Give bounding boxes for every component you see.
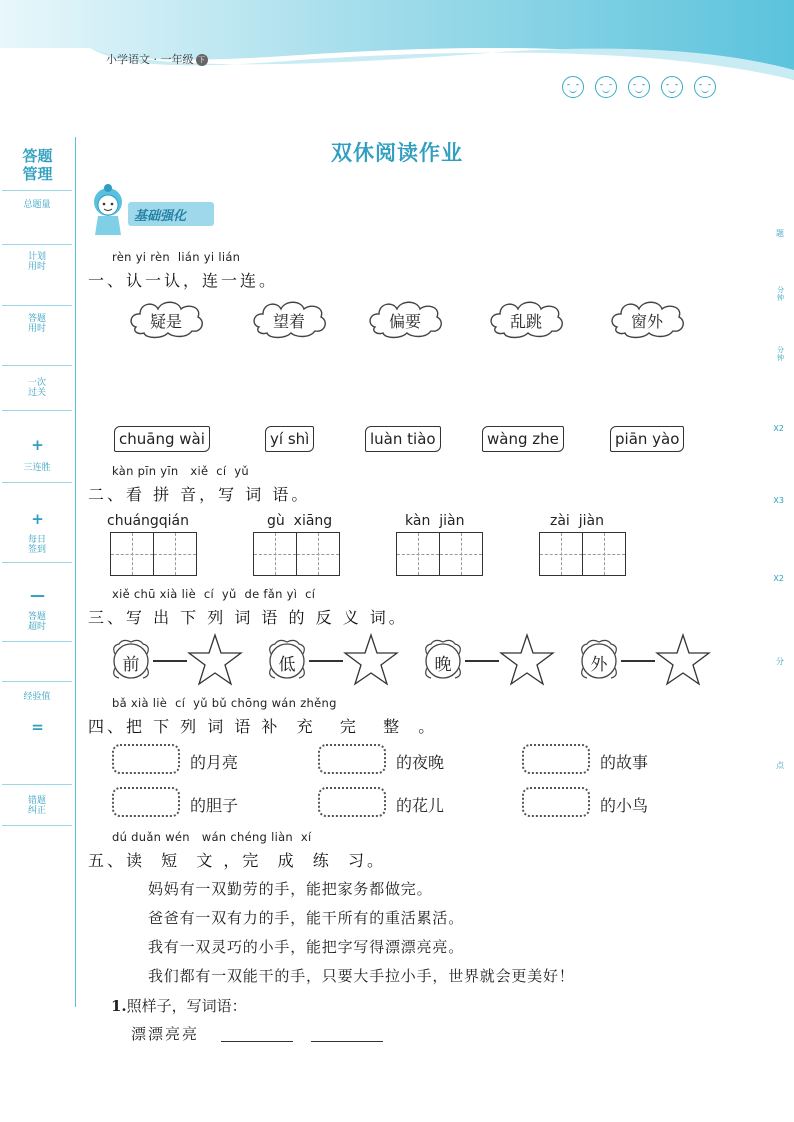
smiley-icon <box>628 76 650 98</box>
pinyin-prompt: kàn jiàn <box>405 513 465 529</box>
word-cloud[interactable]: 疑是 <box>126 297 206 341</box>
sidebar-experience: 经验值 <box>23 692 51 702</box>
page-title: 双休阅读作业 <box>331 141 463 165</box>
edition-badge: 下册 <box>196 54 208 66</box>
writing-grid[interactable] <box>397 532 483 576</box>
pinyin-option[interactable]: yí shì <box>265 426 314 452</box>
q4-title: 四、把 下 列 词 语 补 充 完 整 。 <box>88 717 438 736</box>
q3-pinyin: xiě chū xià liè cí yǔ de fǎn yì cí <box>112 587 316 601</box>
smiley-icon <box>562 76 584 98</box>
antonym-word-badge: 低 <box>265 638 309 682</box>
writing-grid[interactable] <box>254 532 340 576</box>
star-answer-box[interactable] <box>655 633 711 687</box>
pinyin-option[interactable]: chuāng wài <box>114 426 210 452</box>
word-cloud[interactable]: 窗外 <box>607 297 687 341</box>
fill-blank-box[interactable] <box>112 787 180 817</box>
star-answer-box[interactable] <box>499 633 555 687</box>
sidebar-error-correction: 错题 纠正 <box>27 796 46 816</box>
word-cloud[interactable]: 偏要 <box>365 297 445 341</box>
antonym-word-badge: 外 <box>577 638 621 682</box>
answer-blank[interactable] <box>221 1041 293 1042</box>
sidebar-title: 答题 管理 <box>22 147 53 183</box>
passage-line: 我有一双灵巧的小手，能把字写得漂漂亮亮。 <box>148 938 465 956</box>
antonym-word-badge: 晚 <box>421 638 465 682</box>
book-title: 小学语文 · 一年级 下册 <box>106 51 208 67</box>
phrase-text: 的月亮 <box>190 753 239 772</box>
smiley-icon <box>661 76 683 98</box>
phrase-text: 的夜晚 <box>396 753 445 772</box>
pinyin-prompt: gù xiāng <box>267 513 333 529</box>
star-answer-box[interactable] <box>343 633 399 687</box>
pinyin-option[interactable]: piān yào <box>610 426 684 452</box>
passage-line: 妈妈有一双勤劳的手，能把家务都做完。 <box>148 880 433 898</box>
sidebar-overtime: 答题 超时 <box>27 612 46 632</box>
girl-mascot-icon <box>88 180 128 242</box>
pinyin-prompt: zài jiàn <box>550 513 604 529</box>
writing-grid[interactable] <box>111 532 197 576</box>
fill-blank-box[interactable] <box>112 744 180 774</box>
q5-title: 五、读 短 文 ，完 成 练 习。 <box>88 851 386 870</box>
word-cloud[interactable]: 望着 <box>249 297 329 341</box>
fill-blank-box[interactable] <box>522 744 590 774</box>
fill-blank-box[interactable] <box>522 787 590 817</box>
minus-icon: — <box>30 586 45 604</box>
sidebar-daily-checkin: 每日 签到 <box>27 535 46 555</box>
fill-blank-box[interactable] <box>318 744 386 774</box>
star-answer-box[interactable] <box>187 633 243 687</box>
q1-pinyin: rèn yi rèn lián yi lián <box>112 250 241 264</box>
passage-line: 我们都有一双能干的手，只要大手拉小手，世界就会更美好！ <box>148 967 575 985</box>
smiley-icon <box>694 76 716 98</box>
q5-pinyin: dú duǎn wén wán chéng liàn xí <box>112 830 312 844</box>
plus-icon: + <box>31 510 44 528</box>
word-cloud[interactable]: 乱跳 <box>486 297 566 341</box>
sidebar-three-wins: 三连胜 <box>23 463 51 473</box>
q2-pinyin: kàn pīn yīn xiě cí yǔ <box>112 464 249 478</box>
plus-icon: + <box>31 436 44 454</box>
sidebar-total-questions: 总题量 <box>23 200 51 210</box>
answer-blank[interactable] <box>311 1041 383 1042</box>
phrase-text: 的故事 <box>600 753 649 772</box>
sidebar-answer-time: 答题 用时 <box>27 314 46 334</box>
pinyin-option[interactable]: luàn tiào <box>365 426 441 452</box>
q4-pinyin: bǎ xià liè cí yǔ bǔ chōng wán zhěng <box>112 696 337 710</box>
phrase-text: 的花儿 <box>396 796 445 815</box>
example-word: 漂漂亮亮 <box>131 1025 200 1043</box>
phrase-text: 的胆子 <box>190 796 239 815</box>
writing-grid[interactable] <box>540 532 626 576</box>
antonym-word-badge: 前 <box>109 638 153 682</box>
passage-line: 爸爸有一双有力的手，能干所有的重活累活。 <box>148 909 465 927</box>
sidebar-planned-time: 计划 用时 <box>27 252 46 272</box>
q1-title: 一、认一认，连一连。 <box>88 271 279 290</box>
pinyin-prompt: chuángqián <box>107 513 190 529</box>
sidebar-pass-first-try: 一次 过关 <box>27 378 46 398</box>
q3-title: 三、写 出 下 列 词 语 的 反 义 词。 <box>88 608 408 627</box>
pinyin-option[interactable]: wàng zhe <box>482 426 564 452</box>
section-badge: 基础强化 <box>134 209 187 224</box>
q2-title: 二、看 拼 音，写 词 语。 <box>88 485 311 504</box>
phrase-text: 的小鸟 <box>600 796 649 815</box>
fill-blank-box[interactable] <box>318 787 386 817</box>
equals-icon: = <box>31 718 44 736</box>
subquestion-1: 1.照样子，写词语： <box>111 997 247 1015</box>
smiley-icon <box>595 76 617 98</box>
